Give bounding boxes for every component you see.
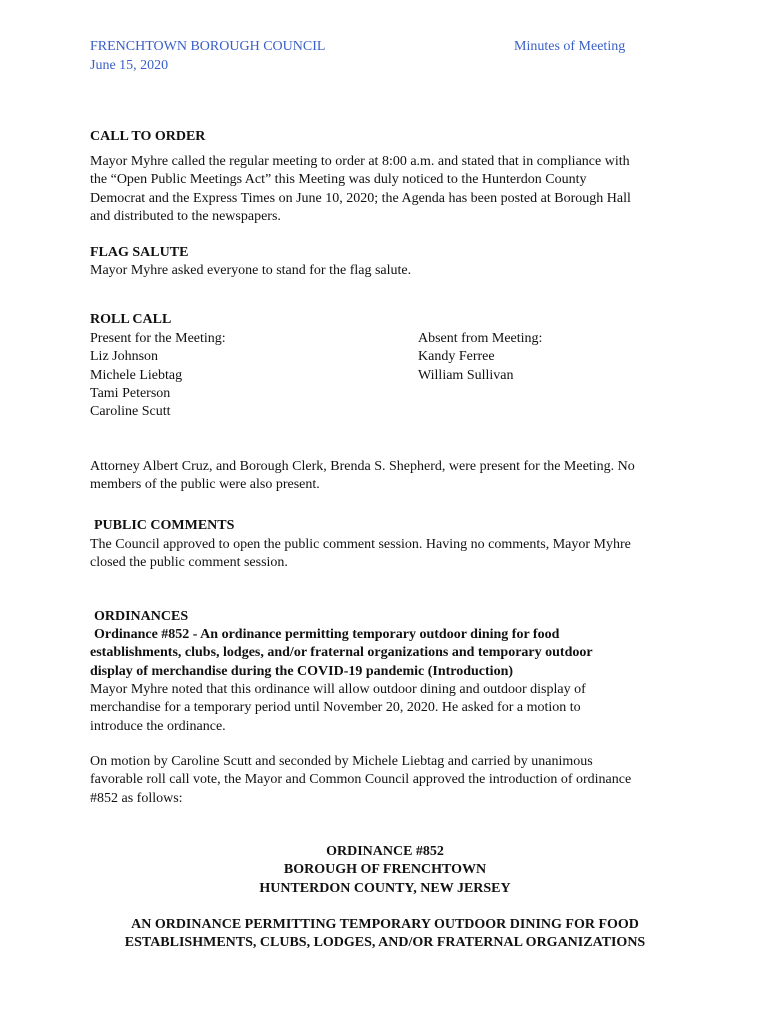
paragraph-line: Mayor Myhre called the regular meeting to order at 8:00 a.m. and stated that in compliance with (90, 154, 630, 169)
paragraph-line: merchandise for a temporary period until November 20, 2020. He asked for a motion to (90, 700, 581, 716)
public-comments-paragraph (90, 536, 631, 573)
header-org: FRENCHTOWN BOROUGH COUNCIL (90, 39, 326, 54)
ordinance-title-line: establishments, clubs, lodges, and/or fraternal organizations and temporary outdoor (90, 645, 593, 661)
paragraph-line: The Council approved to open the public comment session. Having no comments, Mayor Myhre (90, 537, 631, 552)
ordinance-title-block (0, 916, 770, 953)
present-label: Present for the Meeting: (90, 331, 226, 346)
paragraph-line: closed the public comment session. (90, 555, 288, 571)
absent-list (418, 330, 542, 385)
ordinance-header-block (0, 843, 770, 898)
present-list (90, 330, 226, 421)
absent-member: Kandy Ferree (418, 349, 495, 365)
paragraph-line: Attorney Albert Cruz, and Borough Clerk, Brenda S. Shepherd, were present for the Meeting. No (90, 459, 635, 474)
paragraph-line: members of the public were also present. (90, 477, 320, 493)
ordinance-full-title-line: AN ORDINANCE PERMITTING TEMPORARY OUTDOOR DINING FOR FOOD (131, 917, 639, 932)
ordinances-heading: ORDINANCES (94, 609, 189, 624)
paragraph-line: favorable roll call vote, the Mayor and Common Council approved the introduction of ordinance (90, 772, 632, 788)
paragraph-line: Mayor Myhre noted that this ordinance will allow outdoor dining and outdoor display of (90, 682, 586, 697)
roll-call-heading: ROLL CALL (90, 312, 172, 327)
present-member: Caroline Scutt (90, 404, 171, 420)
paragraph-line: the “Open Public Meetings Act” this Meeting was duly noticed to the Hunterdon County (90, 172, 587, 188)
absent-label: Absent from Meeting: (418, 331, 543, 346)
flag-salute-heading: FLAG SALUTE (90, 245, 189, 260)
paragraph-line: On motion by Caroline Scutt and seconded by Michele Liebtag and carried by unanimous (90, 754, 593, 769)
call-to-order-paragraph (90, 153, 631, 226)
header-doc-type: Minutes of Meeting (514, 39, 626, 54)
motion-paragraph (90, 753, 631, 808)
flag-salute-text: Mayor Myhre asked everyone to stand for the flag salute. (90, 263, 412, 278)
call-to-order-heading: CALL TO ORDER (90, 129, 206, 144)
header-date: June 15, 2020 (90, 58, 169, 73)
attendance-note (90, 458, 635, 495)
present-member: Tami Peterson (90, 385, 171, 401)
paragraph-line: and distributed to the newspapers. (90, 208, 281, 224)
paragraph-line: #852 as follows: (90, 790, 183, 806)
paragraph-line: introduce the ordinance. (90, 718, 226, 734)
present-member: Michele Liebtag (90, 367, 183, 383)
ordinance-note (90, 681, 586, 736)
public-comments-heading: PUBLIC COMMENTS (94, 518, 235, 533)
present-member: Liz Johnson (90, 349, 159, 365)
ordinance-title-line: Ordinance #852 - An ordinance permitting temporary outdoor dining for food (94, 627, 560, 642)
ordinance-full-title-line: ESTABLISHMENTS, CLUBS, LODGES, AND/OR FRATERNAL ORGANIZATIONS (124, 935, 646, 951)
ordinance-title-line: display of merchandise during the COVID-19 pandemic (Introduction) (90, 663, 514, 679)
absent-member: William Sullivan (418, 367, 514, 383)
paragraph-line: Democrat and the Express Times on June 10, 2020; the Agenda has been posted at Borough Hall (90, 190, 631, 206)
ordinance-852-title (90, 626, 593, 681)
county-state: HUNTERDON COUNTY, NEW JERSEY (259, 880, 511, 896)
borough-name: BOROUGH OF FRENCHTOWN (283, 862, 487, 878)
ordinance-number: ORDINANCE #852 (326, 844, 444, 859)
